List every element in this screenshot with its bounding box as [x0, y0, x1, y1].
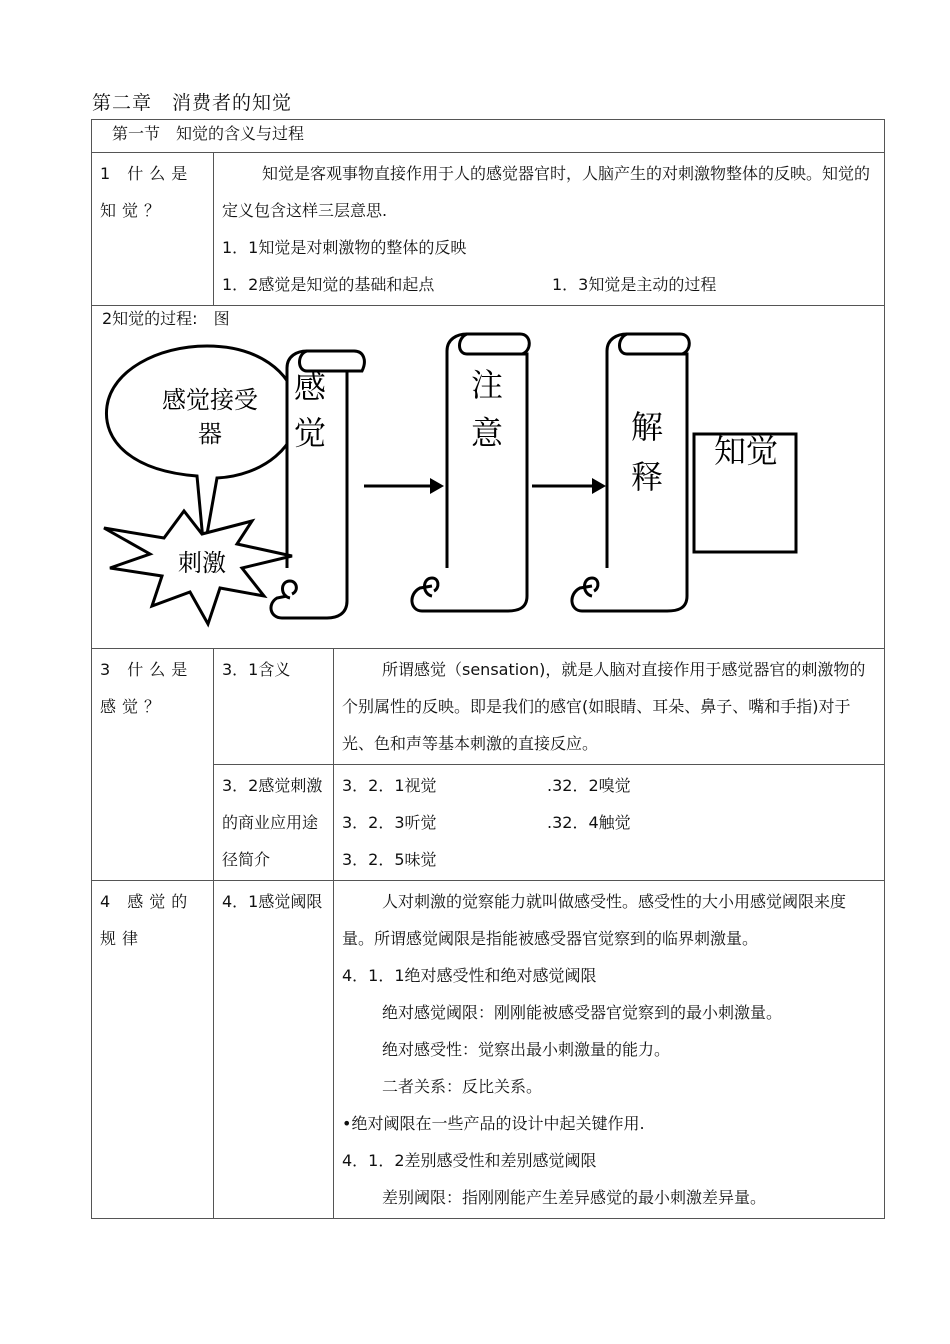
bubble-text-2: 器 [198, 420, 222, 448]
q4-line-1: 绝对感觉阈限：刚刚能被感受器官觉察到的最小刺激量。 [382, 1003, 783, 1022]
perception-process-diagram [92, 306, 884, 648]
q3-item-row [342, 804, 876, 841]
scroll3-char-2: 释 [630, 458, 664, 496]
q2-label: 2知觉的过程: 图 [102, 309, 230, 328]
chapter-title: 第二章 消费者的知觉 [92, 92, 293, 114]
q1-points-row [222, 266, 876, 303]
q1-point-3: 1．3知觉是主动的过程 [552, 275, 717, 294]
q3-item: .32．4触觉 [547, 813, 631, 832]
table-row [92, 306, 885, 649]
q3-item: .32．2嗅觉 [547, 776, 631, 795]
receptor-bubble [106, 346, 297, 551]
q3-item-row [342, 767, 876, 804]
q4-intro: 人对刺激的觉察能力就叫做感受性。感受性的大小用感觉阈限来度量。所谓感觉阈限是指能被感受器官觉察到的临界刺激量。 [342, 892, 847, 948]
q3-sub2-content [334, 765, 885, 881]
scroll1-char-2: 觉 [293, 414, 327, 452]
arrow-1 [364, 478, 444, 494]
q1-content [214, 153, 885, 306]
q1-point-1: 1．1知觉是对刺激物的整体的反映 [222, 238, 467, 257]
q1-label: 1 什么是知觉？ [92, 153, 214, 306]
q3-item: 3．2．5味觉 [342, 850, 437, 869]
arrow-2 [532, 478, 606, 494]
section-row [92, 120, 885, 153]
q4-heading-2: 4．1．2差别感受性和差别感觉阈限 [342, 1151, 597, 1170]
q4-heading-1: 4．1．1绝对感受性和绝对感觉阈限 [342, 966, 597, 985]
bubble-text-1: 感觉接受 [162, 386, 258, 414]
q3-item-row [342, 841, 876, 878]
table-row [92, 649, 885, 765]
scroll2-char-2: 意 [470, 414, 504, 452]
q4-sub1-content [334, 881, 885, 1219]
q3-label: 3 什么是感觉？ [92, 649, 214, 881]
q4-line-2: 绝对感受性：觉察出最小刺激量的能力。 [382, 1040, 671, 1059]
q4-sub1-label: 4．1感觉阈限 [214, 881, 334, 1219]
process-diagram-cell [92, 306, 885, 649]
q4-line-3: 二者关系：反比关系。 [382, 1077, 543, 1096]
q3-sub2-label: 3．2感觉刺激的商业应用途径简介 [214, 765, 334, 881]
star-text: 刺激 [178, 549, 226, 577]
q1-intro: 知觉是客观事物直接作用于人的感觉器官时，人脑产生的对刺激物整体的反映。知觉的定义包含这样三层意思. [222, 164, 871, 220]
q4-label: 4 感觉的规律 [92, 881, 214, 1219]
q4-line-4: 差别阈限：指刚刚能产生差异感觉的最小刺激差异量。 [382, 1188, 767, 1207]
scroll3-char-1: 解 [630, 408, 664, 446]
q3-sub1-label: 3．1含义 [214, 649, 334, 765]
q1-point-2: 1．2感觉是知觉的基础和起点 [222, 275, 435, 294]
q3-sub1-content [334, 649, 885, 765]
q3-sub1-text: 所谓感觉（sensation)，就是人脑对直接作用于感觉器官的刺激物的个别属性的反映。即是我们的感官(如眼睛、耳朵、鼻子、嘴和手指)对于光、色和声等基本刺激的直接反应。 [342, 660, 866, 753]
table-row [92, 153, 885, 306]
content-table [91, 119, 885, 1219]
scroll1-char-1: 感 [293, 368, 327, 406]
perception-box-text: 知觉 [713, 432, 779, 470]
scroll2-char-1: 注 [470, 366, 504, 404]
section-title: 第一节 知觉的含义与过程 [92, 120, 885, 153]
table-row [92, 881, 885, 1219]
q3-item: 3．2．3听觉 [342, 813, 437, 832]
q4-bullet: •绝对阈限在一些产品的设计中起关键作用. [342, 1114, 645, 1133]
q3-item: 3．2．1视觉 [342, 776, 437, 795]
